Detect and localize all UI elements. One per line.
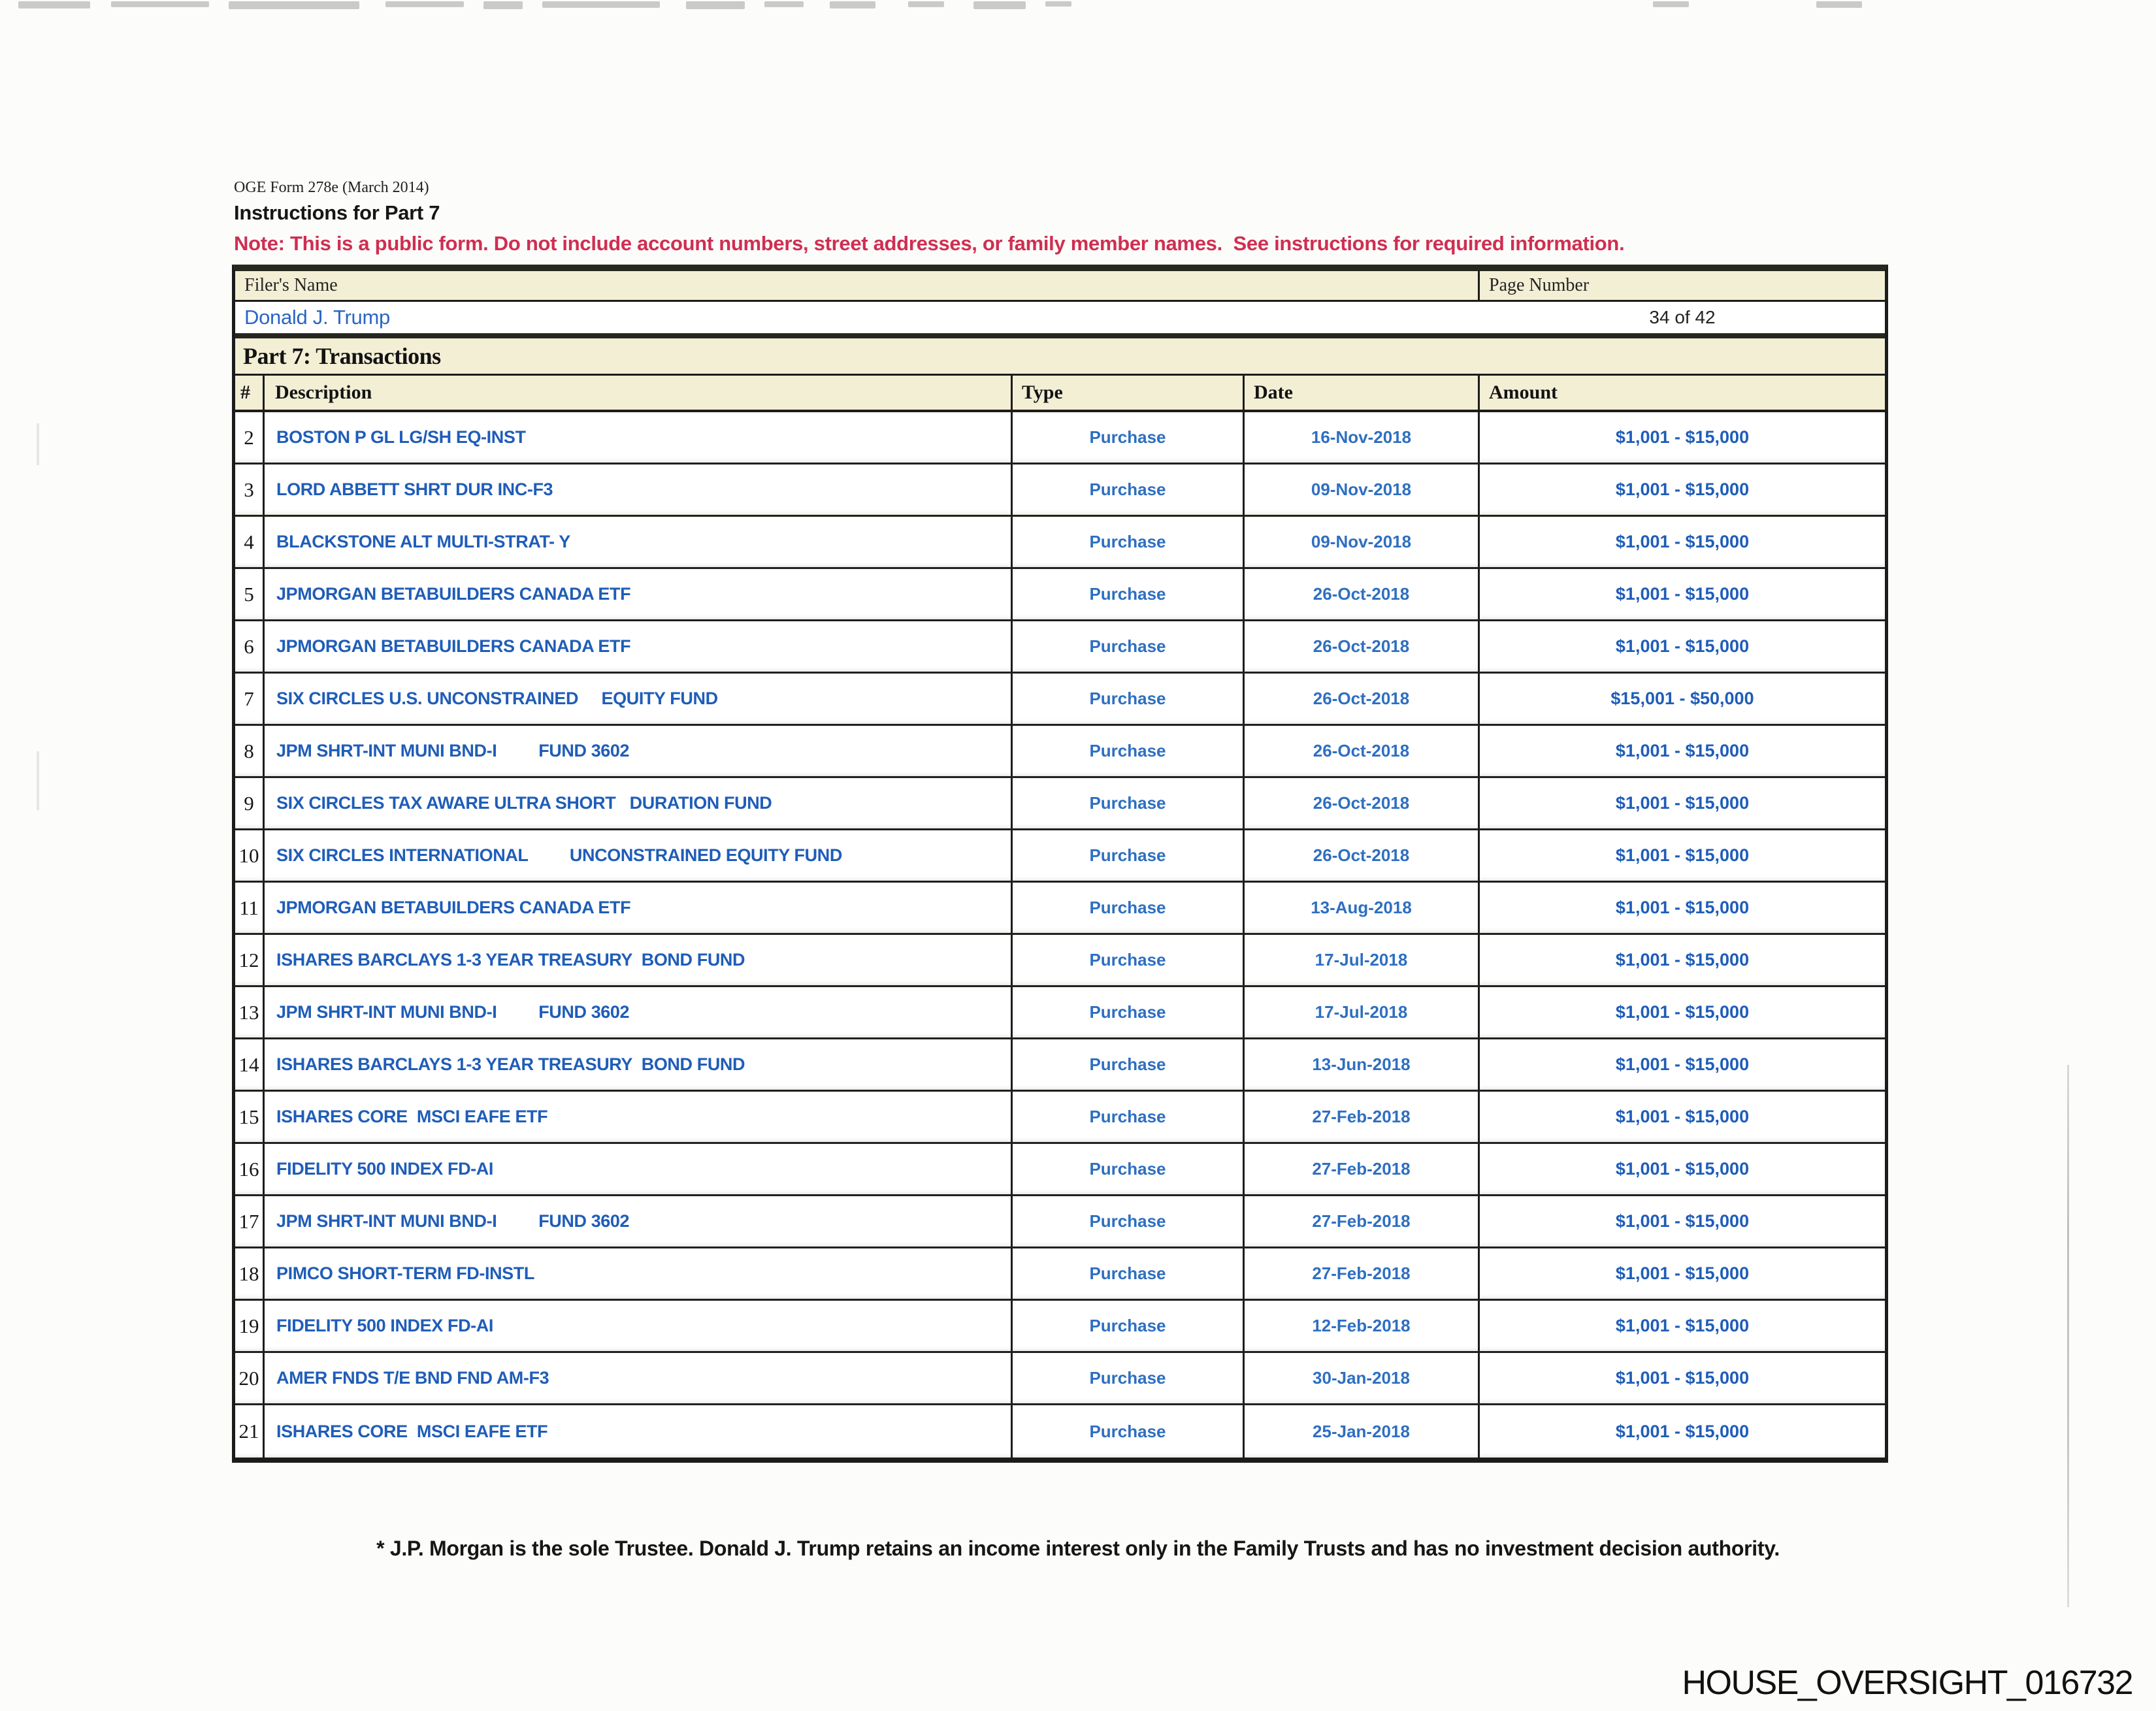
transaction-type: Purchase: [1013, 830, 1245, 881]
transaction-date: 13-Jun-2018: [1245, 1039, 1480, 1090]
transactions-body: [235, 412, 1885, 1458]
transaction-date: 27-Feb-2018: [1245, 1092, 1480, 1142]
transaction-type: Purchase: [1013, 1248, 1245, 1299]
transaction-description: JPM SHRT-INT MUNI BND-I FUND 3602: [265, 726, 1013, 776]
row-number: 18: [235, 1248, 265, 1299]
row-number: 4: [235, 517, 265, 567]
table-row: [235, 778, 1885, 830]
transaction-amount: $1,001 - $15,000: [1615, 1211, 1750, 1231]
filer-header-row: [235, 271, 1885, 302]
instructions-title: Instructions for Part 7: [234, 201, 440, 224]
transaction-type: Purchase: [1013, 883, 1245, 933]
form-version-line: OGE Form 278e (March 2014): [234, 179, 429, 196]
scan-artifact-left-tick: [37, 423, 39, 465]
column-header-row: [235, 376, 1885, 412]
transaction-description: FIDELITY 500 INDEX FD-AI: [265, 1301, 1013, 1351]
row-number: 21: [235, 1405, 265, 1458]
table-row: [235, 412, 1885, 464]
transaction-date: 12-Feb-2018: [1245, 1301, 1480, 1351]
row-number: 6: [235, 621, 265, 672]
transaction-date: 13-Aug-2018: [1245, 883, 1480, 933]
col-header-description: Description: [265, 376, 1013, 410]
transaction-description: JPM SHRT-INT MUNI BND-I FUND 3602: [265, 1196, 1013, 1247]
transaction-amount: $15,001 - $50,000: [1610, 689, 1754, 708]
transaction-amount: $1,001 - $15,000: [1615, 1159, 1750, 1179]
transaction-date: 26-Oct-2018: [1245, 621, 1480, 672]
row-number: 9: [235, 778, 265, 828]
transaction-description: JPMORGAN BETABUILDERS CANADA ETF: [265, 621, 1013, 672]
table-row: [235, 1092, 1885, 1144]
transaction-amount: $1,001 - $15,000: [1615, 480, 1750, 499]
transaction-date: 09-Nov-2018: [1245, 517, 1480, 567]
transaction-amount: $1,001 - $15,000: [1615, 741, 1750, 760]
transaction-type: Purchase: [1013, 1039, 1245, 1090]
transaction-type: Purchase: [1013, 726, 1245, 776]
scan-artifact-left-tick: [37, 751, 39, 810]
col-header-num: #: [235, 376, 265, 410]
transaction-date: 26-Oct-2018: [1245, 830, 1480, 881]
transaction-date: 17-Jul-2018: [1245, 987, 1480, 1037]
transaction-date: 27-Feb-2018: [1245, 1248, 1480, 1299]
col-header-type: Type: [1013, 376, 1245, 410]
transaction-amount: $1,001 - $15,000: [1615, 793, 1750, 813]
transaction-description: SIX CIRCLES INTERNATIONAL UNCONSTRAINED EQUITY FUND: [265, 830, 1013, 881]
transaction-amount: $1,001 - $15,000: [1615, 636, 1750, 656]
transaction-type: Purchase: [1013, 935, 1245, 985]
transaction-amount: $1,001 - $15,000: [1615, 1368, 1750, 1388]
table-row: [235, 1353, 1885, 1405]
table-row: [235, 464, 1885, 517]
row-number: 17: [235, 1196, 265, 1247]
row-number: 3: [235, 464, 265, 515]
scan-artifact-vertical-line: [2067, 1065, 2069, 1607]
table-row: [235, 987, 1885, 1039]
table-row: [235, 1248, 1885, 1301]
transaction-date: 17-Jul-2018: [1245, 935, 1480, 985]
row-number: 10: [235, 830, 265, 881]
transaction-amount: $1,001 - $15,000: [1615, 898, 1750, 917]
table-row: [235, 621, 1885, 674]
transaction-description: BLACKSTONE ALT MULTI-STRAT- Y: [265, 517, 1013, 567]
transaction-description: LORD ABBETT SHRT DUR INC-F3: [265, 464, 1013, 515]
page-number-value: 34 of 42: [1649, 307, 1716, 327]
page-number-label: Page Number: [1489, 275, 1590, 295]
row-number: 15: [235, 1092, 265, 1142]
table-row: [235, 935, 1885, 987]
table-row: [235, 830, 1885, 883]
row-number: 11: [235, 883, 265, 933]
transaction-type: Purchase: [1013, 464, 1245, 515]
table-row: [235, 1039, 1885, 1092]
table-row: [235, 726, 1885, 778]
row-number: 13: [235, 987, 265, 1037]
transaction-description: PIMCO SHORT-TERM FD-INSTL: [265, 1248, 1013, 1299]
transaction-type: Purchase: [1013, 621, 1245, 672]
transaction-amount: $1,001 - $15,000: [1615, 1263, 1750, 1283]
transaction-description: JPM SHRT-INT MUNI BND-I FUND 3602: [265, 987, 1013, 1037]
transaction-description: SIX CIRCLES TAX AWARE ULTRA SHORT DURATION FUND: [265, 778, 1013, 828]
transaction-description: JPMORGAN BETABUILDERS CANADA ETF: [265, 569, 1013, 619]
transaction-type: Purchase: [1013, 569, 1245, 619]
transaction-type: Purchase: [1013, 1353, 1245, 1403]
row-number: 5: [235, 569, 265, 619]
transaction-date: 16-Nov-2018: [1245, 412, 1480, 463]
table-row: [235, 1405, 1885, 1458]
transaction-type: Purchase: [1013, 1301, 1245, 1351]
table-row: [235, 569, 1885, 621]
row-number: 20: [235, 1353, 265, 1403]
transaction-amount: $1,001 - $15,000: [1615, 1002, 1750, 1022]
transaction-amount: $1,001 - $15,000: [1615, 1421, 1750, 1441]
col-header-amount: Amount: [1489, 382, 1558, 403]
row-number: 8: [235, 726, 265, 776]
transaction-date: 26-Oct-2018: [1245, 674, 1480, 724]
filer-name-value: Donald J. Trump: [244, 306, 390, 329]
transaction-amount: $1,001 - $15,000: [1615, 584, 1750, 604]
transaction-description: ISHARES CORE MSCI EAFE ETF: [265, 1405, 1013, 1458]
transactions-table: [232, 265, 1888, 1463]
row-number: 16: [235, 1144, 265, 1194]
transaction-date: 27-Feb-2018: [1245, 1144, 1480, 1194]
row-number: 12: [235, 935, 265, 985]
transaction-date: 27-Feb-2018: [1245, 1196, 1480, 1247]
table-row: [235, 517, 1885, 569]
transaction-date: 26-Oct-2018: [1245, 726, 1480, 776]
transaction-type: Purchase: [1013, 1196, 1245, 1247]
transaction-type: Purchase: [1013, 1092, 1245, 1142]
table-row: [235, 1196, 1885, 1248]
transaction-type: Purchase: [1013, 517, 1245, 567]
transaction-description: JPMORGAN BETABUILDERS CANADA ETF: [265, 883, 1013, 933]
transaction-date: 26-Oct-2018: [1245, 778, 1480, 828]
filer-value-row: [235, 302, 1885, 338]
transaction-description: BOSTON P GL LG/SH EQ-INST: [265, 412, 1013, 463]
transaction-description: FIDELITY 500 INDEX FD-AI: [265, 1144, 1013, 1194]
col-header-date: Date: [1245, 376, 1480, 410]
transaction-type: Purchase: [1013, 412, 1245, 463]
bates-number: HOUSE_OVERSIGHT_016732: [1682, 1664, 2132, 1702]
row-number: 14: [235, 1039, 265, 1090]
transaction-type: Purchase: [1013, 1144, 1245, 1194]
filer-name-label: Filer's Name: [235, 271, 1480, 300]
transaction-date: 26-Oct-2018: [1245, 569, 1480, 619]
transaction-description: AMER FNDS T/E BND FND AM-F3: [265, 1353, 1013, 1403]
table-row: [235, 883, 1885, 935]
transaction-date: 09-Nov-2018: [1245, 464, 1480, 515]
public-form-note: Note: This is a public form. Do not include account numbers, street addresses, or family member names. See instructions for required information.: [234, 232, 1625, 255]
section-title: Part 7: Transactions: [243, 343, 441, 369]
row-number: 7: [235, 674, 265, 724]
row-number: 2: [235, 412, 265, 463]
transaction-type: Purchase: [1013, 778, 1245, 828]
transaction-amount: $1,001 - $15,000: [1615, 1316, 1750, 1335]
trustee-footnote: * J.P. Morgan is the sole Trustee. Donald J. Trump retains an income interest only in the Family Trusts and has no investment decision authority.: [376, 1537, 1780, 1560]
table-row: [235, 1144, 1885, 1196]
transaction-amount: $1,001 - $15,000: [1615, 845, 1750, 865]
transaction-description: ISHARES BARCLAYS 1-3 YEAR TREASURY BOND FUND: [265, 1039, 1013, 1090]
table-row: [235, 1301, 1885, 1353]
transaction-type: Purchase: [1013, 987, 1245, 1037]
transaction-amount: $1,001 - $15,000: [1615, 950, 1750, 970]
transaction-date: 25-Jan-2018: [1245, 1405, 1480, 1458]
transaction-description: SIX CIRCLES U.S. UNCONSTRAINED EQUITY FUND: [265, 674, 1013, 724]
transaction-amount: $1,001 - $15,000: [1615, 1054, 1750, 1074]
transaction-description: ISHARES BARCLAYS 1-3 YEAR TREASURY BOND FUND: [265, 935, 1013, 985]
section-title-row: [235, 338, 1885, 376]
row-number: 19: [235, 1301, 265, 1351]
transaction-date: 30-Jan-2018: [1245, 1353, 1480, 1403]
transaction-type: Purchase: [1013, 674, 1245, 724]
transaction-type: Purchase: [1013, 1405, 1245, 1458]
transaction-amount: $1,001 - $15,000: [1615, 532, 1750, 551]
transaction-amount: $1,001 - $15,000: [1615, 1107, 1750, 1126]
table-row: [235, 674, 1885, 726]
transaction-description: ISHARES CORE MSCI EAFE ETF: [265, 1092, 1013, 1142]
scan-artifact-top-edge: [0, 0, 2156, 14]
transaction-amount: $1,001 - $15,000: [1615, 427, 1750, 447]
